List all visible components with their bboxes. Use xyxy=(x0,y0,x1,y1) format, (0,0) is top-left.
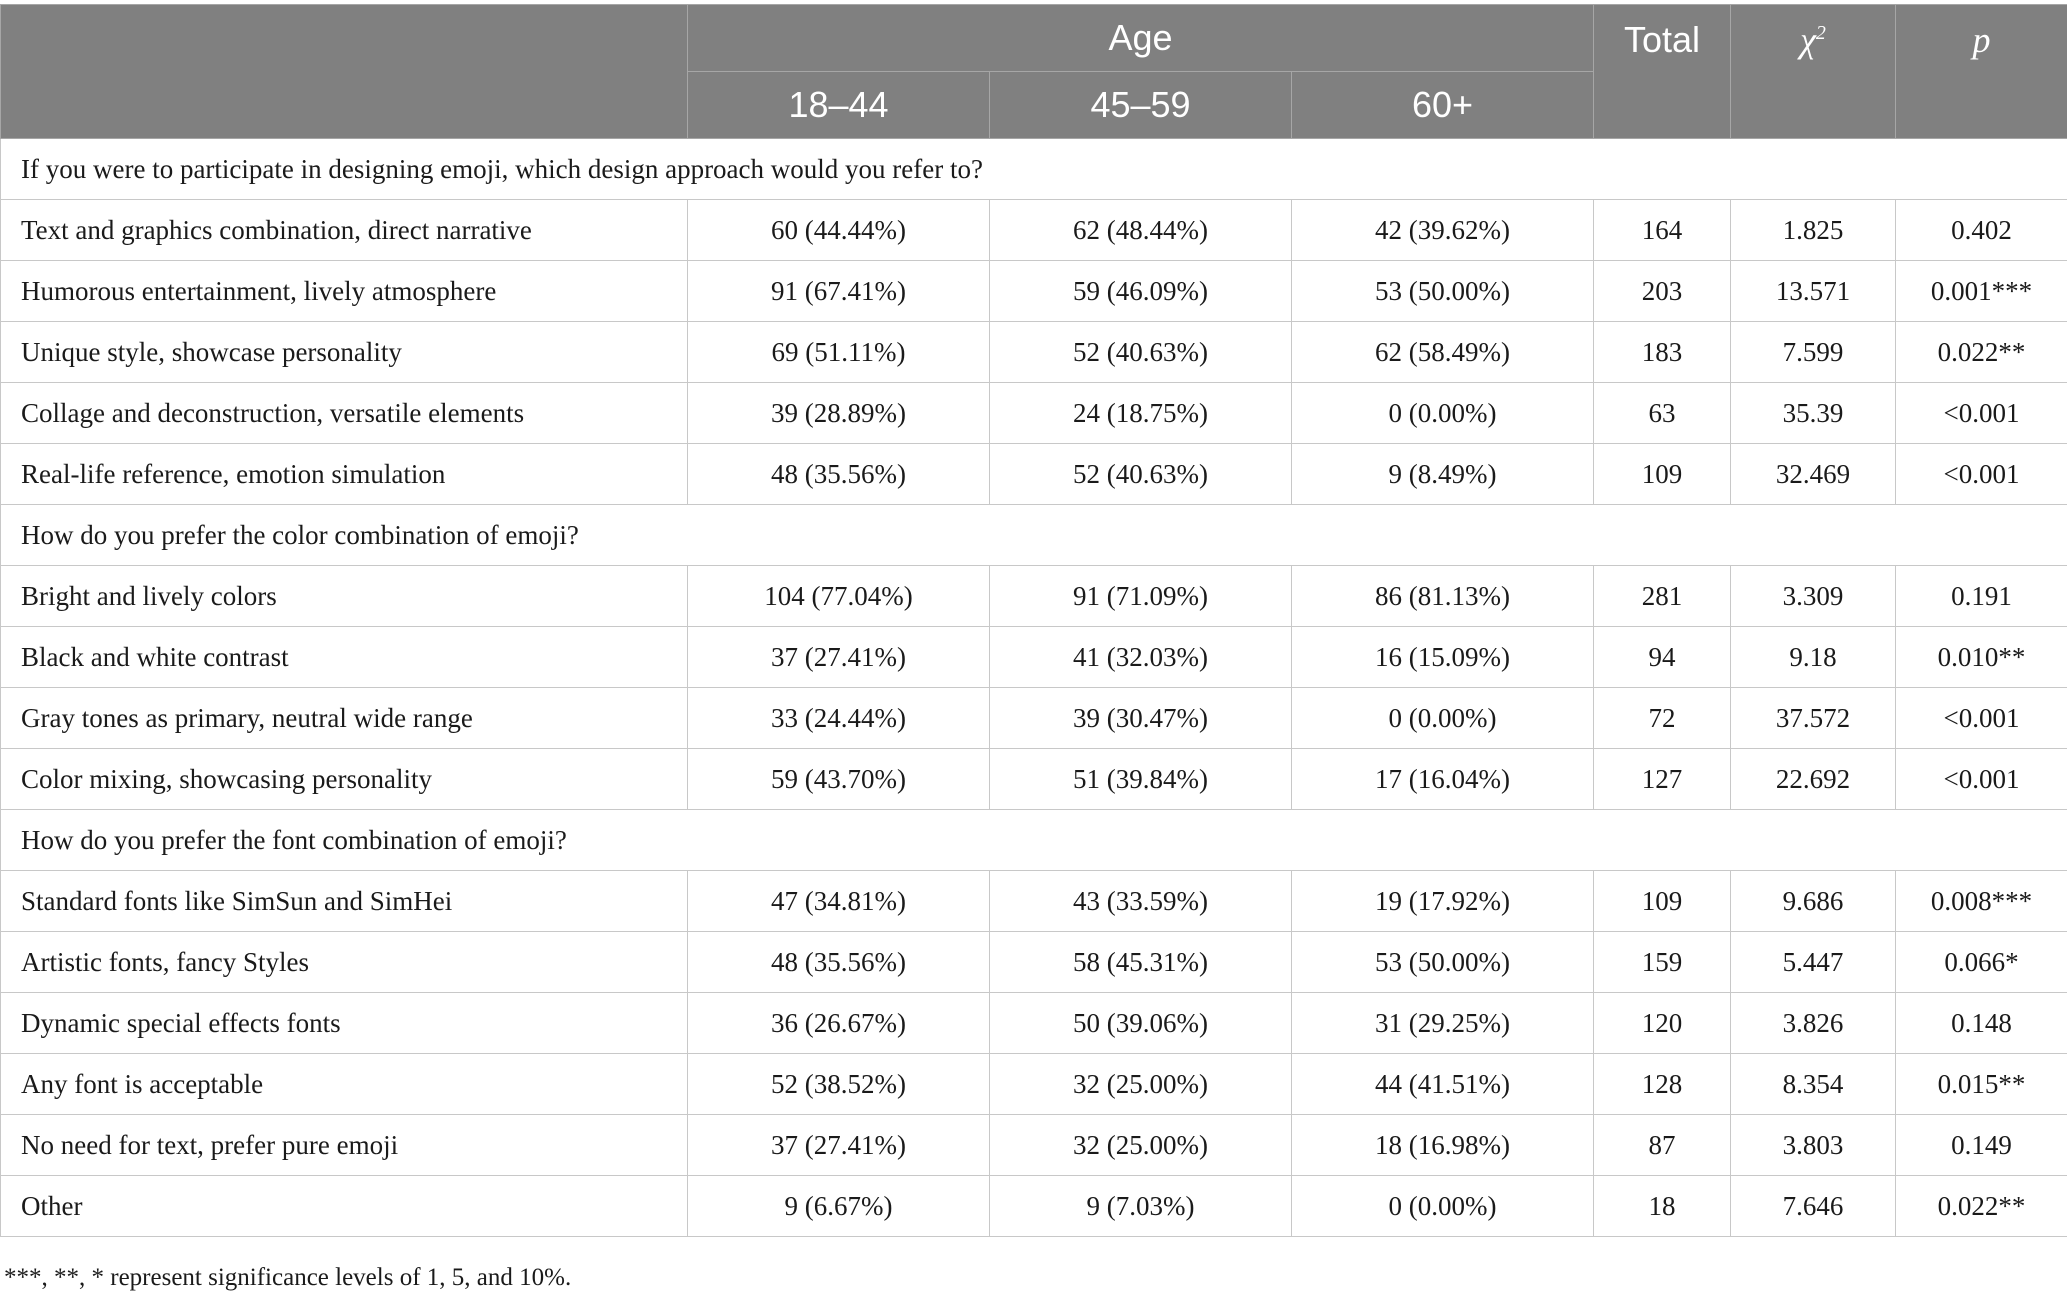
cell-age-18-44: 9 (6.67%) xyxy=(688,1176,990,1237)
cell-chi-square: 13.571 xyxy=(1731,261,1896,322)
results-table xyxy=(0,4,2067,1237)
table-row xyxy=(1,383,2067,444)
header-age-45-59: 45–59 xyxy=(990,72,1292,139)
row-label: Dynamic special effects fonts xyxy=(1,993,688,1054)
cell-chi-square: 7.646 xyxy=(1731,1176,1896,1237)
cell-p-value: 0.008*** xyxy=(1896,871,2067,932)
cell-p-value: 0.148 xyxy=(1896,993,2067,1054)
cell-total: 281 xyxy=(1594,566,1731,627)
table-row xyxy=(1,627,2067,688)
cell-age-60-plus: 86 (81.13%) xyxy=(1292,566,1594,627)
cell-age-18-44: 47 (34.81%) xyxy=(688,871,990,932)
row-label: Gray tones as primary, neutral wide range xyxy=(1,688,688,749)
cell-p-value: 0.015** xyxy=(1896,1054,2067,1115)
cell-age-45-59: 41 (32.03%) xyxy=(990,627,1292,688)
cell-chi-square: 3.309 xyxy=(1731,566,1896,627)
section-header-row xyxy=(1,139,2067,200)
header-age-60-plus: 60+ xyxy=(1292,72,1594,139)
chi-superscript: 2 xyxy=(1815,22,1826,44)
table-row xyxy=(1,566,2067,627)
cell-p-value: <0.001 xyxy=(1896,749,2067,810)
table-row xyxy=(1,871,2067,932)
cell-age-60-plus: 9 (8.49%) xyxy=(1292,444,1594,505)
cell-p-value: 0.022** xyxy=(1896,1176,2067,1237)
cell-total: 127 xyxy=(1594,749,1731,810)
cell-chi-square: 3.826 xyxy=(1731,993,1896,1054)
table-row xyxy=(1,1054,2067,1115)
table-row xyxy=(1,444,2067,505)
table-body xyxy=(1,139,2067,1237)
cell-age-45-59: 24 (18.75%) xyxy=(990,383,1292,444)
cell-p-value: 0.066* xyxy=(1896,932,2067,993)
header-total: Total xyxy=(1594,5,1731,139)
cell-age-60-plus: 42 (39.62%) xyxy=(1292,200,1594,261)
cell-age-60-plus: 19 (17.92%) xyxy=(1292,871,1594,932)
cell-p-value: <0.001 xyxy=(1896,383,2067,444)
cell-age-18-44: 60 (44.44%) xyxy=(688,200,990,261)
cell-age-45-59: 32 (25.00%) xyxy=(990,1054,1292,1115)
cell-chi-square: 8.354 xyxy=(1731,1054,1896,1115)
table-row xyxy=(1,993,2067,1054)
row-label: Humorous entertainment, lively atmosphere xyxy=(1,261,688,322)
cell-age-45-59: 50 (39.06%) xyxy=(990,993,1292,1054)
header-blank-cell xyxy=(1,5,688,139)
table-row xyxy=(1,1115,2067,1176)
cell-age-60-plus: 17 (16.04%) xyxy=(1292,749,1594,810)
cell-total: 183 xyxy=(1594,322,1731,383)
cell-total: 72 xyxy=(1594,688,1731,749)
cell-age-18-44: 33 (24.44%) xyxy=(688,688,990,749)
cell-age-60-plus: 0 (0.00%) xyxy=(1292,688,1594,749)
cell-age-45-59: 91 (71.09%) xyxy=(990,566,1292,627)
cell-age-45-59: 62 (48.44%) xyxy=(990,200,1292,261)
cell-total: 203 xyxy=(1594,261,1731,322)
table-row xyxy=(1,261,2067,322)
cell-p-value: 0.010** xyxy=(1896,627,2067,688)
cell-total: 94 xyxy=(1594,627,1731,688)
header-p-value: p xyxy=(1896,5,2067,139)
cell-chi-square: 1.825 xyxy=(1731,200,1896,261)
cell-chi-square: 7.599 xyxy=(1731,322,1896,383)
cell-p-value: 0.402 xyxy=(1896,200,2067,261)
cell-total: 87 xyxy=(1594,1115,1731,1176)
row-label: Real-life reference, emotion simulation xyxy=(1,444,688,505)
cell-age-45-59: 32 (25.00%) xyxy=(990,1115,1292,1176)
table-row xyxy=(1,1176,2067,1237)
cell-age-45-59: 58 (45.31%) xyxy=(990,932,1292,993)
cell-chi-square: 9.686 xyxy=(1731,871,1896,932)
table-row xyxy=(1,932,2067,993)
row-label: Other xyxy=(1,1176,688,1237)
cell-total: 63 xyxy=(1594,383,1731,444)
row-label: Any font is acceptable xyxy=(1,1054,688,1115)
cell-p-value: 0.001*** xyxy=(1896,261,2067,322)
cell-age-18-44: 104 (77.04%) xyxy=(688,566,990,627)
cell-p-value: <0.001 xyxy=(1896,688,2067,749)
cell-p-value: <0.001 xyxy=(1896,444,2067,505)
table-row xyxy=(1,749,2067,810)
cell-age-18-44: 37 (27.41%) xyxy=(688,627,990,688)
row-label: No need for text, prefer pure emoji xyxy=(1,1115,688,1176)
cell-age-45-59: 43 (33.59%) xyxy=(990,871,1292,932)
cell-age-60-plus: 31 (29.25%) xyxy=(1292,993,1594,1054)
row-label: Unique style, showcase personality xyxy=(1,322,688,383)
row-label: Bright and lively colors xyxy=(1,566,688,627)
cell-age-60-plus: 44 (41.51%) xyxy=(1292,1054,1594,1115)
cell-age-45-59: 52 (40.63%) xyxy=(990,322,1292,383)
cell-chi-square: 32.469 xyxy=(1731,444,1896,505)
cell-age-45-59: 9 (7.03%) xyxy=(990,1176,1292,1237)
section-title: How do you prefer the color combination of emoji? xyxy=(1,505,2067,566)
cell-chi-square: 3.803 xyxy=(1731,1115,1896,1176)
cell-chi-square: 5.447 xyxy=(1731,932,1896,993)
cell-chi-square: 35.39 xyxy=(1731,383,1896,444)
cell-total: 164 xyxy=(1594,200,1731,261)
cell-p-value: 0.022** xyxy=(1896,322,2067,383)
cell-total: 120 xyxy=(1594,993,1731,1054)
section-header-row xyxy=(1,505,2067,566)
cell-age-18-44: 91 (67.41%) xyxy=(688,261,990,322)
cell-age-18-44: 48 (35.56%) xyxy=(688,932,990,993)
cell-age-18-44: 69 (51.11%) xyxy=(688,322,990,383)
cell-age-60-plus: 0 (0.00%) xyxy=(1292,383,1594,444)
chi-symbol: χ xyxy=(1800,20,1816,60)
section-title: How do you prefer the font combination of emoji? xyxy=(1,810,2067,871)
cell-age-60-plus: 53 (50.00%) xyxy=(1292,932,1594,993)
section-header-row xyxy=(1,810,2067,871)
cell-age-18-44: 39 (28.89%) xyxy=(688,383,990,444)
row-label: Collage and deconstruction, versatile elements xyxy=(1,383,688,444)
cell-age-18-44: 37 (27.41%) xyxy=(688,1115,990,1176)
cell-age-18-44: 48 (35.56%) xyxy=(688,444,990,505)
row-label: Artistic fonts, fancy Styles xyxy=(1,932,688,993)
row-label: Color mixing, showcasing personality xyxy=(1,749,688,810)
cell-p-value: 0.191 xyxy=(1896,566,2067,627)
cell-age-45-59: 59 (46.09%) xyxy=(990,261,1292,322)
cell-total: 18 xyxy=(1594,1176,1731,1237)
table-row xyxy=(1,688,2067,749)
cell-age-60-plus: 16 (15.09%) xyxy=(1292,627,1594,688)
cell-chi-square: 9.18 xyxy=(1731,627,1896,688)
cell-age-60-plus: 62 (58.49%) xyxy=(1292,322,1594,383)
cell-age-60-plus: 53 (50.00%) xyxy=(1292,261,1594,322)
cell-total: 109 xyxy=(1594,444,1731,505)
table-header xyxy=(1,5,2067,139)
header-age: Age xyxy=(688,5,1594,72)
header-age-18-44: 18–44 xyxy=(688,72,990,139)
cell-total: 128 xyxy=(1594,1054,1731,1115)
cell-age-60-plus: 0 (0.00%) xyxy=(1292,1176,1594,1237)
table-container xyxy=(0,4,2067,1237)
section-title: If you were to participate in designing emoji, which design approach would you refer to? xyxy=(1,139,2067,200)
table-row xyxy=(1,200,2067,261)
row-label: Standard fonts like SimSun and SimHei xyxy=(1,871,688,932)
cell-age-18-44: 36 (26.67%) xyxy=(688,993,990,1054)
cell-chi-square: 22.692 xyxy=(1731,749,1896,810)
cell-age-45-59: 52 (40.63%) xyxy=(990,444,1292,505)
cell-age-45-59: 39 (30.47%) xyxy=(990,688,1292,749)
header-chi-square xyxy=(1731,5,1896,139)
cell-age-60-plus: 18 (16.98%) xyxy=(1292,1115,1594,1176)
cell-age-18-44: 52 (38.52%) xyxy=(688,1054,990,1115)
cell-age-45-59: 51 (39.84%) xyxy=(990,749,1292,810)
row-label: Text and graphics combination, direct narrative xyxy=(1,200,688,261)
cell-chi-square: 37.572 xyxy=(1731,688,1896,749)
footnote: ***, **, * represent significance levels of 1, 5, and 10%. xyxy=(4,1264,572,1291)
cell-total: 159 xyxy=(1594,932,1731,993)
table-row xyxy=(1,322,2067,383)
row-label: Black and white contrast xyxy=(1,627,688,688)
cell-total: 109 xyxy=(1594,871,1731,932)
cell-p-value: 0.149 xyxy=(1896,1115,2067,1176)
cell-age-18-44: 59 (43.70%) xyxy=(688,749,990,810)
